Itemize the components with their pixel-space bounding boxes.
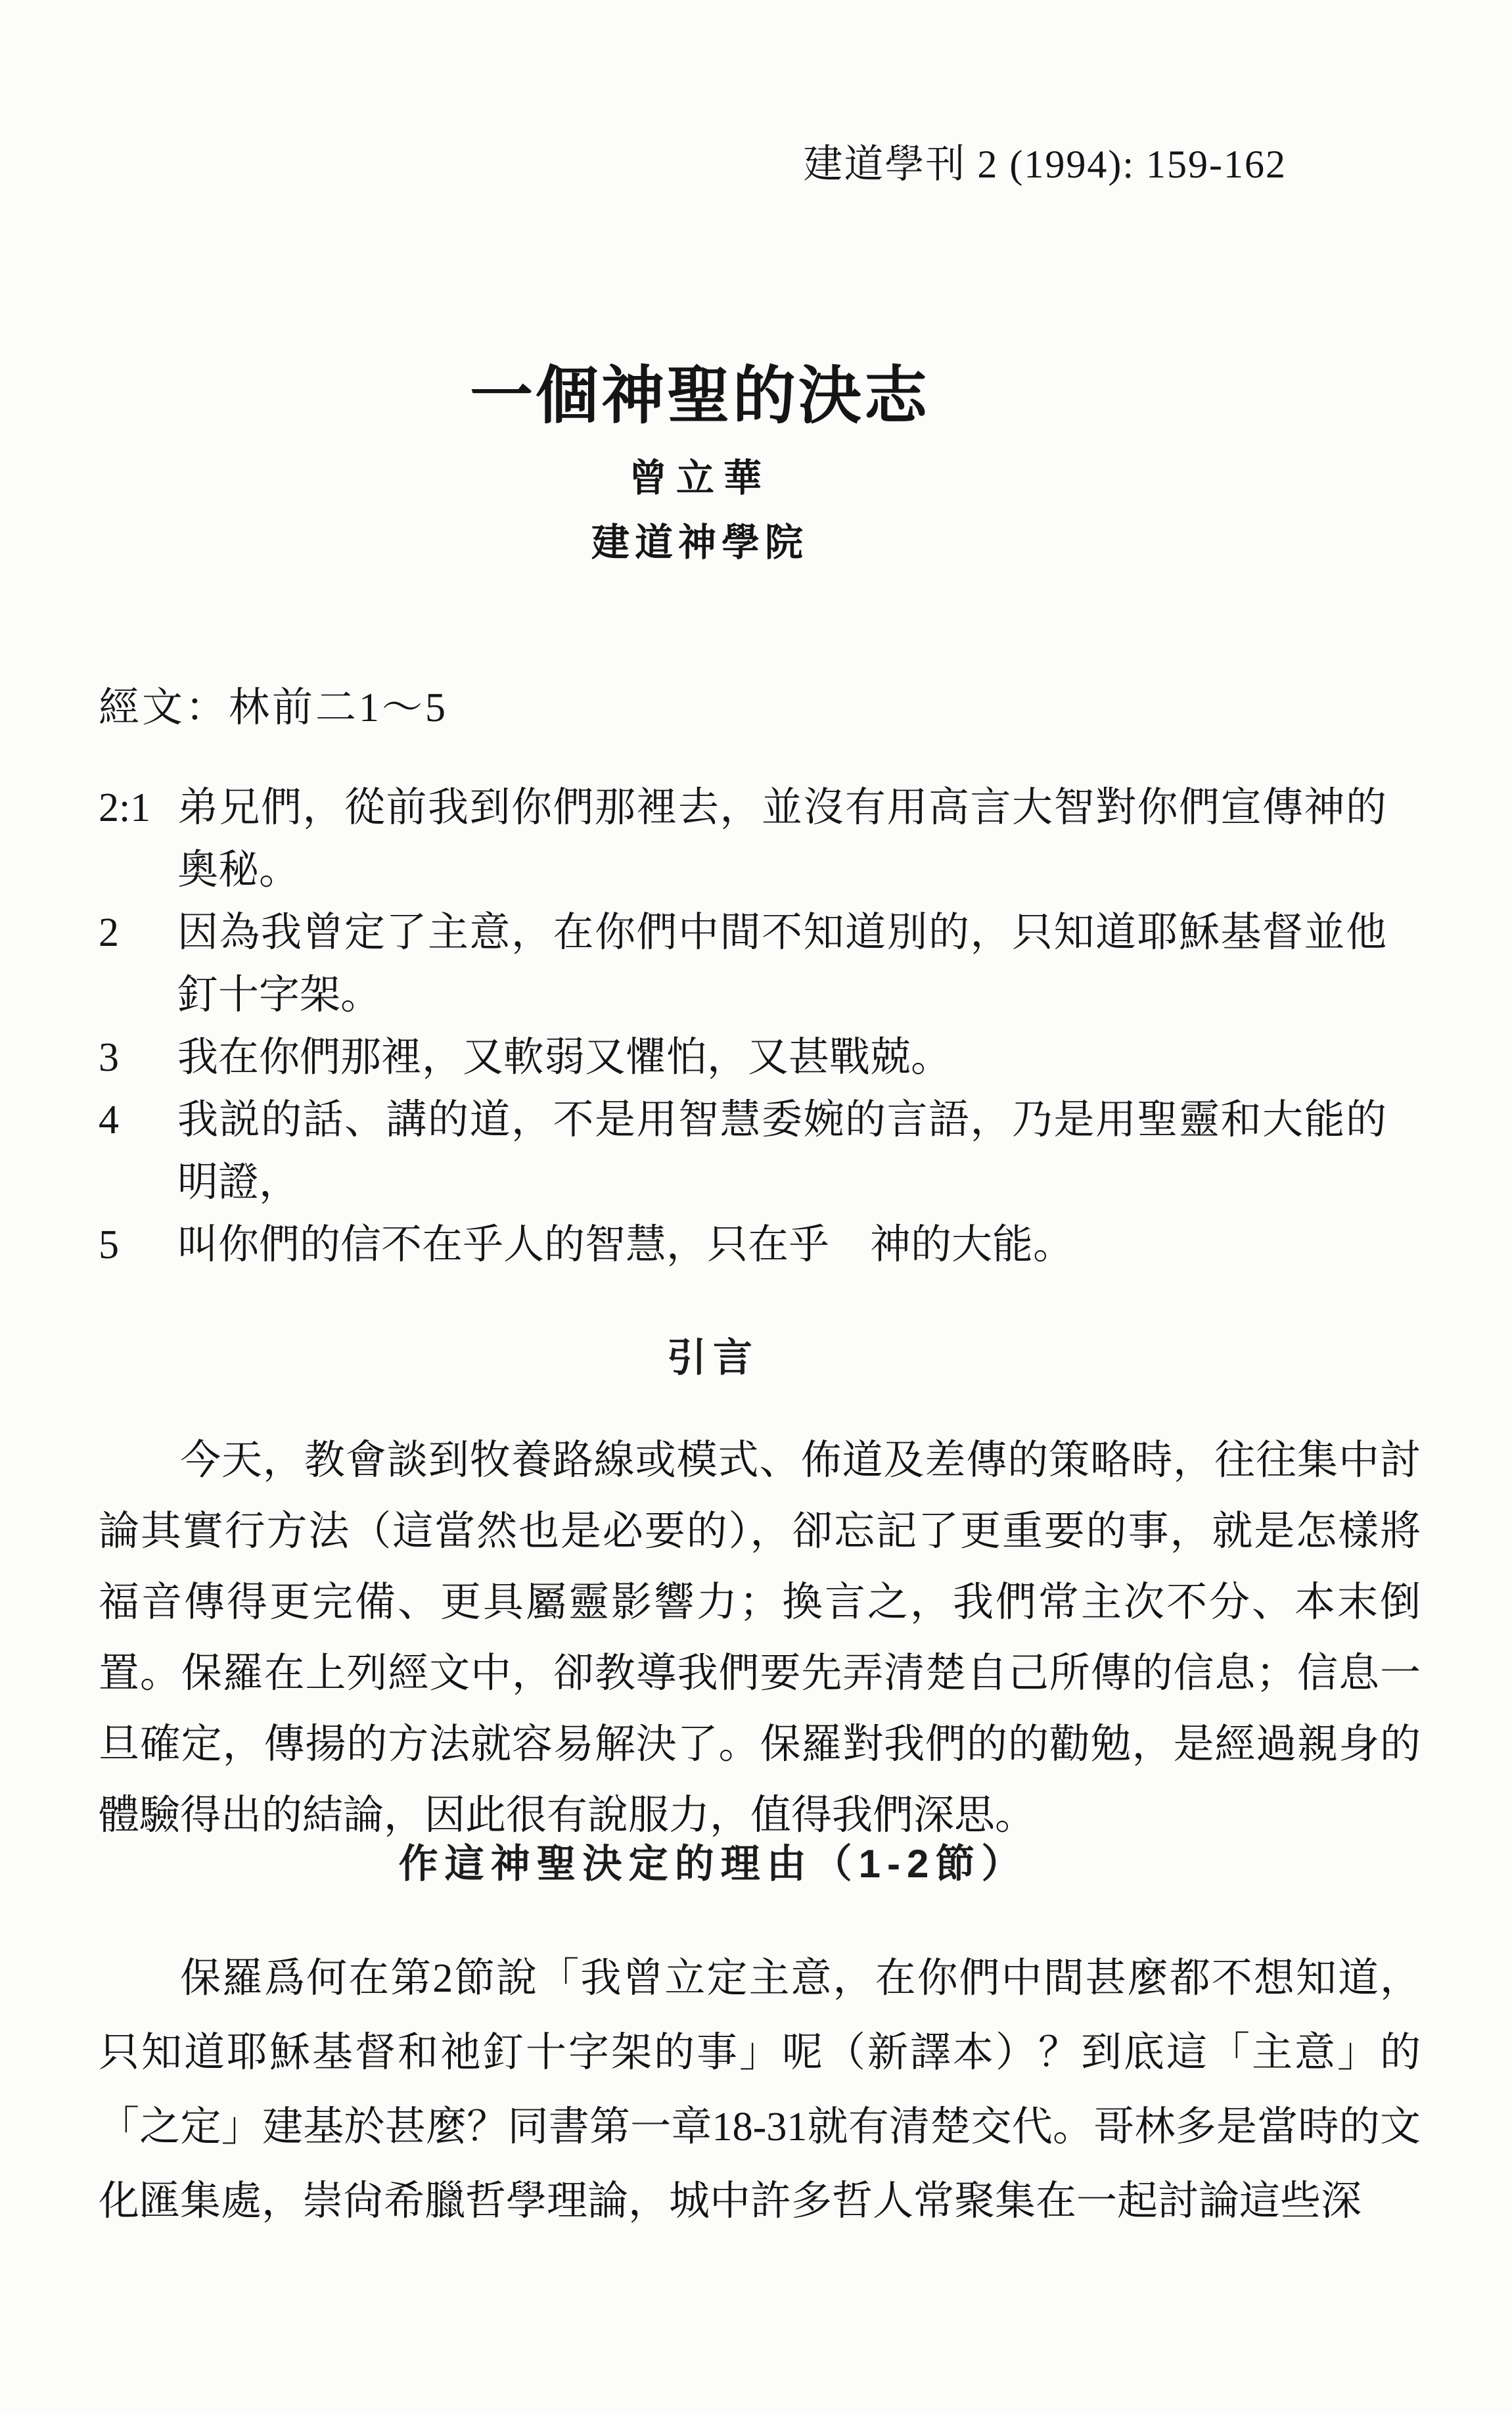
verse-number: 5 [99, 1223, 119, 1267]
scripture-reference: 經文：林前二1～5 [99, 686, 449, 730]
verse-text: 我在你們那裡，又軟弱又懼怕，又甚戰兢。 [177, 1035, 952, 1080]
reason-paragraph: 保羅爲何在第2節說「我曾立定主意，在你們中間甚麼都不想知道，只知道耶穌基督和祂釘十字架的事」呢（新譯本）？到底這「主意」的「之定」建基於甚麼？同書第一章18-31就有清楚交代。哥林多是當時的文化匯集處，崇尙希臘哲學理論，城中許多哲人常聚集在一起討論這些深 [99, 1956, 1421, 2224]
verse-row [99, 1027, 1389, 1089]
author-name: 曾立華 [628, 457, 771, 500]
verse-text: 因為我曾定了主意，在你們中間不知道別的，只知道耶穌基督並他釘十字架。 [177, 910, 1386, 1018]
verse-text: 我説的話、講的道，不是用智慧委婉的言語，乃是用聖靈和大能的明證， [177, 1098, 1386, 1205]
scripture-verses [99, 777, 1389, 1277]
verse-row [99, 1089, 1389, 1214]
verse-row [99, 1214, 1389, 1277]
article-title: 一個神聖的決志 [470, 361, 930, 432]
introduction-paragraph: 今天，教會談到牧養路線或模式、佈道及差傳的策略時，往往集中討論其實行方法（這當然也是必要的），卻忘記了更重要的事，就是怎樣將福音傳得更完備、更具屬靈影響力；換言之，我們常主次不分、本末倒置。保羅在上列經文中，卻教導我們要先弄清楚自己所傳的信息；信息一旦確定，傳揚的方法就容易解決了。保羅對我們的的勸勉，是經過親身的體驗得出的結論，因此很有說服力，值得我們深思。 [99, 1438, 1421, 1838]
verse-number: 2 [99, 910, 119, 955]
verse-text: 弟兄們，從前我到你們那裡去，並沒有用高言大智對你們宣傳神的奧秘。 [177, 785, 1386, 893]
author-institution: 建道神學院 [591, 521, 808, 564]
verse-number: 4 [99, 1098, 119, 1142]
section-heading-introduction: 引言 [667, 1335, 759, 1380]
section-heading-reason: 作這神聖決定的理由（1-2節） [398, 1841, 1028, 1886]
verse-number: 3 [99, 1035, 119, 1080]
verse-row [99, 902, 1389, 1027]
journal-citation: 建道學刊 2 (1994): 159-162 [803, 143, 1287, 186]
verse-number: 2:1 [99, 785, 151, 830]
verse-row [99, 777, 1389, 902]
verse-text: 叫你們的信不在乎人的智慧，只在乎 神的大能。 [177, 1223, 1074, 1267]
